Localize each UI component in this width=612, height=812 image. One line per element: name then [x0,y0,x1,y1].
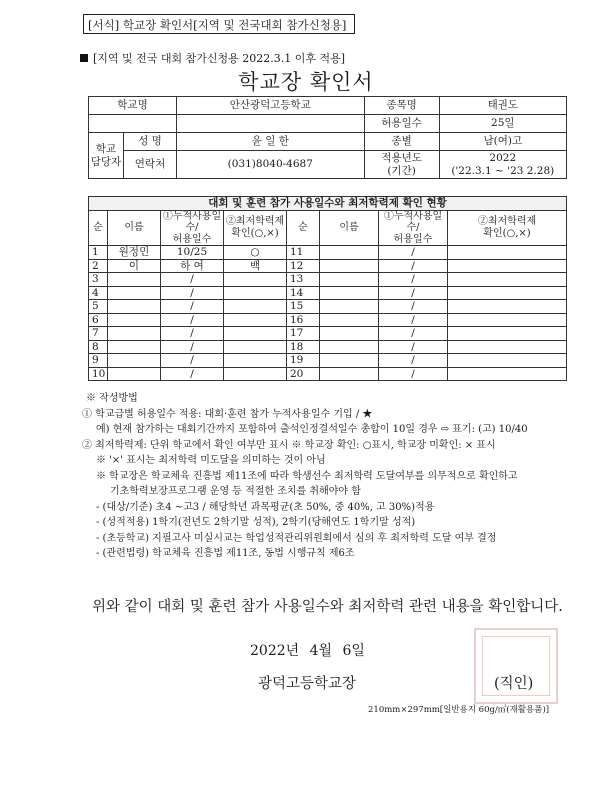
gender-value: 남(여)고 [439,133,566,151]
row-check [224,340,287,354]
detail-4: - (관련법령) 학교체육 진흥법 제11조, 동법 시행규칙 제6조 [96,548,355,559]
row-name: 원정민 [108,246,161,260]
row-days: / [379,259,448,273]
school-value: 안산광덕고등학교 [177,97,365,115]
row-no: 10 [89,367,108,381]
row-no: 2 [89,259,108,273]
row-name [108,273,161,287]
name-label: 성 명 [124,133,177,151]
row-check [448,340,567,354]
row-no: 8 [89,340,108,354]
row-days: / [379,286,448,300]
row-days: / [379,273,448,287]
row-no: 7 [89,327,108,341]
table-row [89,259,567,273]
row-name [108,354,161,368]
confirm-date: 2022년 4월 6일 [250,643,365,659]
square-bullet-icon [80,54,88,62]
year-period: ('22.3.1 ~ '23 2.28) [451,164,555,177]
row-check [448,246,567,260]
row-check [224,367,287,381]
table-row [89,313,567,327]
event-value: 태권도 [439,97,566,115]
row-days: / [161,340,224,354]
row-no: 19 [287,354,320,368]
row-check [448,313,567,327]
row-check [448,286,567,300]
row-no: 3 [89,273,108,287]
note-2c: 기초학력보장프로그램 운영 등 적절한 조치를 취해야야 함 [110,486,361,497]
manager-label: 학교 담당자 [89,133,124,179]
row-check [448,354,567,368]
row-days: / [161,300,224,314]
row-no: 20 [287,367,320,381]
row-days: 10/25 [161,246,224,260]
grid-title: 대회 및 훈련 참가 사용일수와 최저학력제 확인 현황 [89,197,567,211]
row-no: 16 [287,313,320,327]
school-info-table [88,96,567,179]
gender-label: 종별 [364,133,439,151]
row-days: / [379,340,448,354]
row-check [448,367,567,381]
detail-3: - (초등학교) 지필고사 미실시교는 학업성적관리위원회에서 심의 후 최저학력 도달 여부 결정 [96,532,497,544]
row-check: ○ [224,246,287,260]
sub-tag-text: [지역 및 전국 대회 참가신청용 2022.3.1 이후 적용] [93,52,346,65]
row-check [224,327,287,341]
col-no-2: 순 [287,210,320,246]
row-name [320,367,379,381]
row-name [320,327,379,341]
row-check: 백 [224,259,287,273]
table-row [89,286,567,300]
row-days: / [379,327,448,341]
confirm-text: 위와 같이 대회 및 훈련 참가 사용일수와 최저학력 관련 내용을 확인합니다. [92,599,563,615]
row-days: / [161,367,224,381]
row-no: 18 [287,340,320,354]
note-2a: ※ '×' 표시는 최저학력 미도달을 의미하는 것이 아님 [96,455,326,466]
note-2b: ※ 학교장은 학교체육 진흥법 제11조에 따라 학생선수 최저학력 도달여부를 의무적으로 확인하고 [96,470,518,482]
notes-section [82,391,582,562]
row-name [108,340,161,354]
event-label: 종목명 [364,97,439,115]
row-days: / [161,354,224,368]
row-check [448,259,567,273]
row-no: 9 [89,354,108,368]
school-label: 학교명 [89,97,177,115]
notes-heading: ※ 작성방법 [86,393,138,404]
contact-value: (031)8040-4687 [177,151,365,179]
row-days: / [161,286,224,300]
row-name [320,246,379,260]
principal-title: 광덕고등학교장 [258,676,357,692]
table-row [89,340,567,354]
table-row [89,300,567,314]
row-check [224,300,287,314]
col-days-2: ①누적사용일수/ 허용일수 [379,210,448,246]
row-check [224,273,287,287]
detail-1: - (대상/기준) 초4 ~고3 / 해당학년 과목평균(초 50%, 중 40%, 고 30%)적용 [96,501,435,513]
row-no: 11 [287,246,320,260]
row-name [320,273,379,287]
paper-spec: 210mm×297mm[일반용지 60g/㎡(재활용품)] [368,705,550,715]
row-check [224,313,287,327]
year-value: 2022 [489,152,517,165]
row-no: 6 [89,313,108,327]
row-name [320,313,379,327]
row-name [108,367,161,381]
row-name [320,259,379,273]
col-check: ②최저학력제 확인(○,×) [224,210,287,246]
row-name [320,340,379,354]
col-name-2: 이름 [320,210,379,246]
page-title: 학교장 확인서 [238,70,374,94]
row-days: / [379,313,448,327]
row-name [108,300,161,314]
col-check-2: ②최저학력제 확인(○,×) [448,210,567,246]
row-no: 15 [287,300,320,314]
row-days: / [379,246,448,260]
row-days: / [379,354,448,368]
allowed-days-value: 25일 [439,115,566,133]
col-no: 순 [89,210,108,246]
row-days: / [379,300,448,314]
detail-2: - (성적적용) 1학기(전년도 2학기말 성적), 2학기(당해연도 1학기말 성적) [96,517,416,528]
allowed-days-label: 허용일수 [364,115,439,133]
row-days: / [379,367,448,381]
row-check [224,354,287,368]
note-1b: 예) 현재 참가하는 대회기간까지 포함하여 출석인정결석일수 총합이 10일 경우 ⇨ 표기: (고) 10/40 [96,424,528,435]
row-no: 17 [287,327,320,341]
row-name [108,313,161,327]
row-check [448,300,567,314]
row-days: 하 여 [161,259,224,273]
row-no: 12 [287,259,320,273]
school-label-cont [89,115,177,133]
year-cell [439,151,566,179]
row-name [108,286,161,300]
form-tag: [서식] 학교장 확인서[지역 및 전국대회 참가신청용] [83,14,355,34]
col-days: ①누적사용일수/ 허용일수 [161,210,224,246]
row-check [448,273,567,287]
row-days: / [161,327,224,341]
col-name: 이름 [108,210,161,246]
row-check [224,286,287,300]
sub-tag [80,50,345,66]
row-no: 4 [89,286,108,300]
table-row [89,273,567,287]
row-no: 5 [89,300,108,314]
row-name [108,327,161,341]
table-row [89,327,567,341]
row-name [320,286,379,300]
row-days: / [161,313,224,327]
year-label: 적용년도 (기간) [364,151,439,179]
row-days: / [161,273,224,287]
note-1: ① 학교급별 허용일수 적용: 대회·훈련 참가 누적사용일수 기입 / ★ [82,408,373,420]
table-row [89,246,567,260]
participation-grid [88,196,567,381]
contact-label: 연락처 [124,151,177,179]
name-value: 윤 일 한 [177,133,365,151]
seal-label: (직인) [494,676,534,692]
row-name [320,300,379,314]
row-no: 13 [287,273,320,287]
row-name: 이 [108,259,161,273]
table-row [89,354,567,368]
school-value-cont [177,115,365,133]
table-row [89,367,567,381]
row-check [448,327,567,341]
row-no: 14 [287,286,320,300]
note-2: ② 최저학력제: 단위 학교에서 확인 여부만 표시 ※ 학교장 확인: ○표시, 학교장 미확인: × 표시 [82,439,496,451]
row-name [320,354,379,368]
row-no: 1 [89,246,108,260]
